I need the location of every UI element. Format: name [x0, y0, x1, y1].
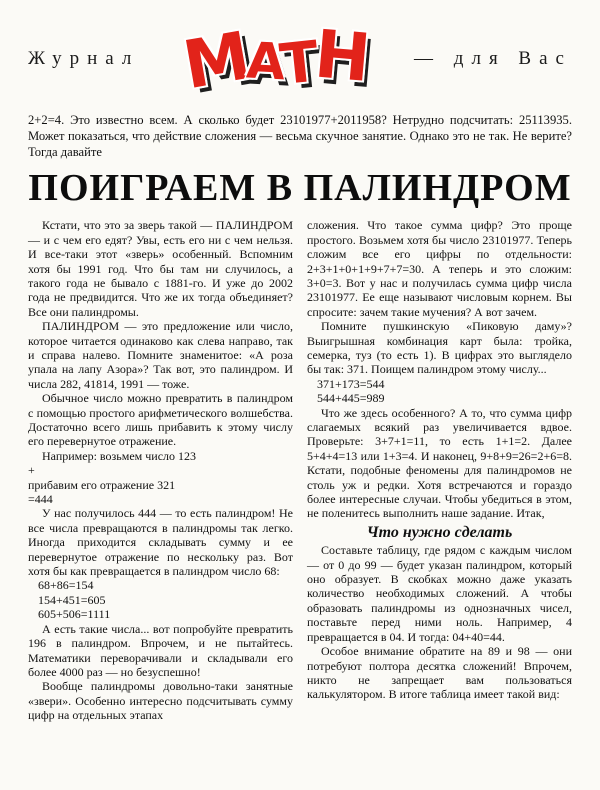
logo-letter: M	[177, 17, 256, 105]
formula-line: 544+445=989	[317, 391, 385, 406]
logo-letter: A	[244, 32, 287, 93]
article-headline: ПОИГРАЕМ В ПАЛИНДРОМ	[28, 167, 572, 210]
formula-line: 68+86=154	[38, 578, 94, 593]
formula-line: +	[28, 463, 35, 478]
paragraph: ПАЛИНДРОМ — это предложение или число, которое читается одинаково как слева направо, так и справа налево. Помните знаменитое: «А роза упала на лапу Азора»? Так вот, это палиндром. И числа 282, 41814, 1991 — тоже.	[28, 319, 293, 391]
article-body	[28, 218, 572, 722]
section-subheading: Что нужно сделать	[366, 523, 513, 541]
intro-text: 2+2=4. Это известно всем. А сколько будет 23101977+2011958? Нетрудно подсчитать: 25113935. Может показаться, что действие сложения — весьма скучное занятие. Однако это не так. Не верите? Тогда давайте	[28, 113, 572, 160]
paragraph: Помните пушкинскую «Пиковую даму»? Выигрышная комбинация карт была: тройка, семерка, туз (то есть 1). В цифрах это выглядело бы так: 371. Поищем палиндром этому числу...	[307, 319, 572, 377]
header-left-label: Журнал	[28, 48, 140, 69]
paragraph: Что же здесь особенного? А то, что сумма цифр слагаемых всякий раз увеличивается вдвое. Проверьте: 3+7+1=11, то есть 1+1=2. Далее 5+4+4=13 или 1+3=4. И наконец, 9+8+9=26=2+6=8. Кстати, подобные феномены для палиндромов не столь уж и редки. Хотя встречаются и гораздо более интересные случаи. Чтобы убедиться в этом, не поленитесь выполнить наше задание. Итак,	[307, 405, 572, 521]
logo-letter: T	[277, 29, 322, 99]
formula-line: =444	[28, 492, 53, 507]
magazine-logo	[177, 15, 375, 105]
paragraph: Особое внимание обратите на 89 и 98 — они потребуют полтора десятка сложений! Впрочем, никто не запрещает вам пользоваться калькулятором. В итоге таблица имеет такой вид:	[307, 644, 572, 702]
paragraph: Кстати, что это за зверь такой — ПАЛИНДРОМ — и с чем его едят? Увы, есть его ни с чем нельзя. И все-таки этот «зверь» особенный. Вспомним хотя бы 1991 год. Что бы там ни случилось, а такого года не бывало с 1881-го. И уже до 2002 года не предвидится. Что же их тогда объединяет? Все они палиндромы.	[28, 218, 293, 319]
formula-line: прибавим его отражение 321	[28, 477, 176, 492]
paragraph: сложения. Что такое сумма цифр? Это проще простого. Возьмем хотя бы число 23101977. Теперь сложим все его цифры по отдельности: 2+3+1+0+1+9+7+7=30. А теперь и это сложим: 3+0=3. Вот у нас и получилась сумма цифр числа 23101977. Ее еще называют числовым корнем. Вы спросите: зачем такие мучения? А вот зачем.	[307, 218, 572, 319]
header-right-label: — для Вас	[414, 48, 572, 69]
left-column	[28, 218, 293, 722]
paragraph: А есть такие числа... вот попробуйте превратить 196 в палиндром. Впрочем, и не пытайтесь. Математики переворачивали и складывали его более 4000 раз — но безуспешно!	[28, 621, 293, 679]
magazine-masthead	[28, 15, 572, 105]
paragraph: Обычное число можно превратить в палиндром с помощью простого арифметического волшебства. Достаточно всего лишь прибавить к этому числу его перевернутое отражение.	[28, 391, 293, 449]
logo-letter: H	[311, 15, 373, 98]
paragraph: У нас получилось 444 — то есть палиндром! Не все числа превращаются в палиндромы так легко. Иногда приходится складывать сумму и ее перевернутое отражение по нескольку раз. Вот хотя бы как превращается в палиндром число 68:	[28, 506, 293, 579]
paragraph: Вообще палиндромы довольно-таки занятные «звери». Особенно интересно подсчитывать сумму цифр на отдельных этапах	[28, 679, 293, 723]
paragraph: Составьте таблицу, где рядом с каждым числом — от 0 до 99 — будет указан палиндром, который оно образует. В скобках можно даже указать количество необходимых сложений. А чтобы образовать палиндромы из однозначных чисел, поставьте перед ними ноль. Например, 4 превращается в 04. И тогда: 04+40=44.	[307, 543, 572, 644]
formula-line: 154+451=605	[38, 592, 106, 607]
formula-line: 605+506=1111	[38, 607, 111, 622]
right-column	[307, 218, 572, 722]
formula-line: 371+173=544	[317, 376, 385, 391]
paragraph: Например: возьмем число 123	[42, 448, 197, 463]
